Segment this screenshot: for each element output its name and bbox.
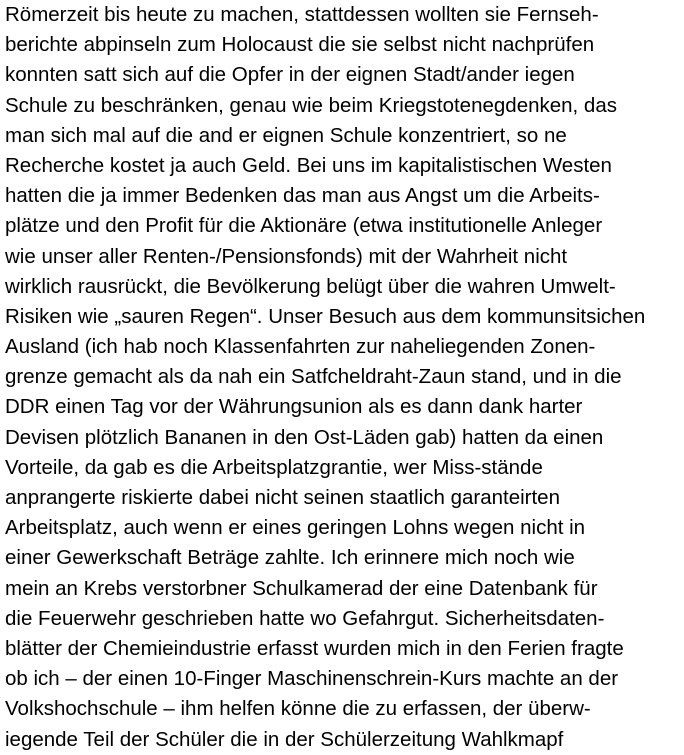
text-line: die Feuerwehr geschrieben hatte wo Gefahrgut. Sicherheitsdaten-: [5, 606, 605, 630]
text-line: berichte abpinseln zum Holocaust die sie selbst nicht nachprüfen: [5, 33, 595, 57]
text-line: Devisen plötzlich Bananen in den Ost-Läden gab) hatten da einen: [5, 425, 604, 449]
text-line: wirklich rausrückt, die Bevölkerung belügt über die wahren Umwelt-: [5, 274, 616, 298]
text-line: DDR einen Tag vor der Währungsunion als es dann dank harter: [5, 395, 583, 419]
text-line: blätter der Chemieindustrie erfasst wurden mich in den Ferien fragte: [5, 636, 624, 660]
text-line: man sich mal auf die and er eignen Schule konzentriert, so ne: [5, 123, 567, 147]
document-text-block: [5, 0, 681, 755]
text-line: einer Gewerkschaft Beträge zahlte. Ich erinnere mich noch wie: [5, 546, 575, 570]
text-line: plätze und den Profit für die Aktionäre (etwa institutionelle Anleger: [5, 214, 603, 238]
text-line: Vorteile, da gab es die Arbeitsplatzgrantie, wer Miss-stände: [5, 455, 543, 479]
text-line: Römerzeit bis heute zu machen, stattdessen wollten sie Fernseh-: [5, 3, 599, 26]
text-line: iegende Teil der Schüler die in der Schülerzeitung Wahlkmapf: [5, 727, 564, 751]
text-line: hatten die ja immer Bedenken das man aus Angst um die Arbeits-: [5, 184, 600, 208]
text-line: Volkshochschule – ihm helfen könne die zu erfassen, der überw-: [5, 697, 591, 721]
text-line: Risiken wie „sauren Regen“. Unser Besuch aus dem kommunsitsichen: [5, 304, 646, 328]
text-line: Ausland (ich hab noch Klassenfahrten zur naheliegenden Zonen-: [5, 335, 596, 359]
text-line: Arbeitsplatz, auch wenn er eines geringen Lohns wegen nicht in: [5, 516, 586, 540]
text-line: wie unser aller Renten-/Pensionsfonds) mit der Wahrheit nicht: [5, 244, 568, 268]
text-line: Recherche kostet ja auch Geld. Bei uns im kapitalistischen Westen: [5, 153, 612, 177]
text-line: mein an Krebs verstorbner Schulkamerad der eine Datenbank für: [5, 576, 598, 600]
text-line: anprangerte riskierte dabei nicht seinen staatlich garanteirten: [5, 486, 560, 509]
text-line: konnten satt sich auf die Opfer in der eignen Stadt/ander iegen: [5, 63, 575, 87]
text-line: grenze gemacht als da nah ein Satfcheldraht-Zaun stand, und in die: [5, 365, 622, 389]
text-line: Schule zu beschränken, genau wie beim Kriegstotenegdenken, das: [5, 93, 617, 117]
text-line: ob ich – der einen 10-Finger Maschinenschrein-Kurs machte an der: [5, 667, 619, 691]
